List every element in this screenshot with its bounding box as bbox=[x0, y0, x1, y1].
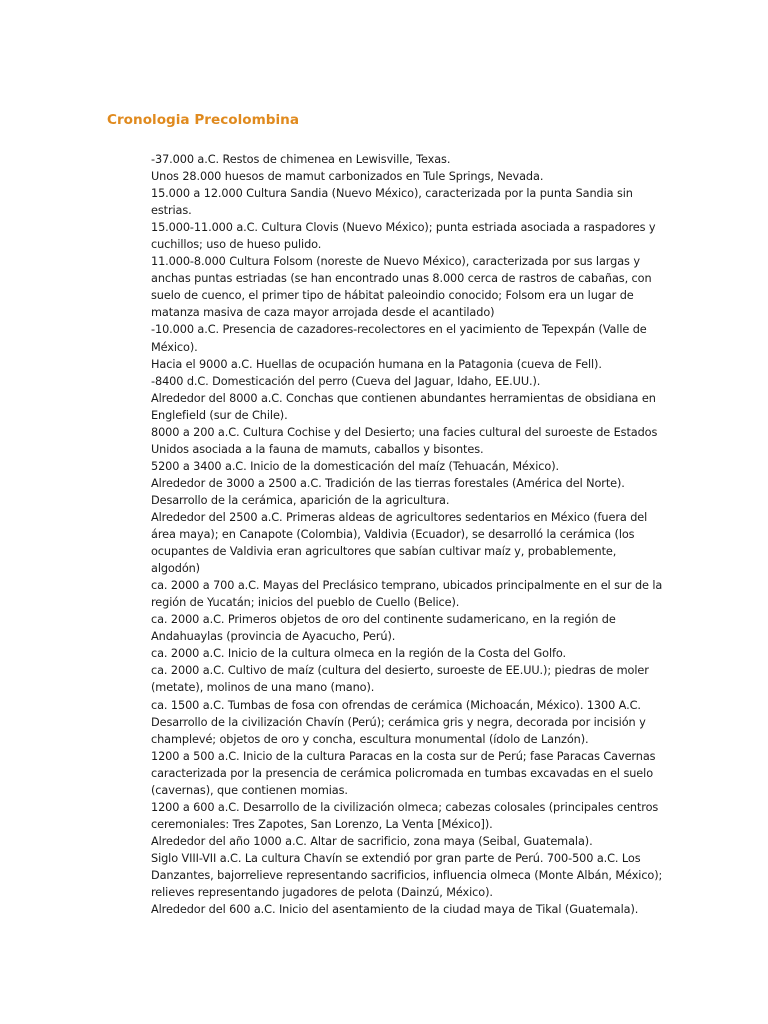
chronology-line: Danzantes, bajorrelieve representando sacrificios, influencia olmeca (Monte Albán, México); bbox=[151, 868, 663, 882]
chronology-line: Alrededor del 8000 a.C. Conchas que contienen abundantes herramientas de obsidiana en bbox=[151, 391, 656, 405]
chronology-line: Desarrollo de la cerámica, aparición de la agricultura. bbox=[151, 493, 450, 507]
document-title: Cronologia Precolombina bbox=[107, 112, 300, 128]
chronology-line: área maya); en Canapote (Colombia), Valdivia (Ecuador), se desarrolló la cerámica (los bbox=[151, 528, 635, 542]
chronology-line: 1200 a 500 a.C. Inicio de la cultura Paracas en la costa sur de Perú; fase Paracas Cavernas bbox=[151, 749, 656, 763]
chronology-line: 8000 a 200 a.C. Cultura Cochise y del Desierto; una facies cultural del suroeste de Estados bbox=[151, 425, 658, 439]
chronology-line: caracterizada por la presencia de cerámica policromada en tumbas excavadas en el suelo bbox=[151, 766, 653, 780]
chronology-line: Alrededor del año 1000 a.C. Altar de sacrificio, zona maya (Seibal, Guatemala). bbox=[151, 834, 593, 848]
chronology-line: ocupantes de Valdivia eran agricultores que sabían cultivar maíz y, probablemente, bbox=[151, 545, 617, 559]
chronology-line: México). bbox=[151, 340, 198, 354]
chronology-line: Siglo VIII-VII a.C. La cultura Chavín se extendió por gran parte de Perú. 700-500 a.C. Los bbox=[151, 851, 641, 865]
chronology-line: Unos 28.000 huesos de mamut carbonizados en Tule Springs, Nevada. bbox=[151, 170, 544, 184]
chronology-line: 1200 a 600 a.C. Desarrollo de la civilización olmeca; cabezas colosales (principales centros bbox=[151, 800, 659, 814]
chronology-line: 15.000 a 12.000 Cultura Sandia (Nuevo México), caracterizada por la punta Sandia sin bbox=[151, 187, 633, 201]
chronology-line: ca. 2000 a.C. Inicio de la cultura olmeca en la región de la Costa del Golfo. bbox=[151, 647, 566, 661]
chronology-line: 5200 a 3400 a.C. Inicio de la domesticación del maíz (Tehuacán, México). bbox=[151, 459, 559, 473]
chronology-line: 11.000-8.000 Cultura Folsom (noreste de Nuevo México), caracterizada por sus largas y bbox=[151, 255, 640, 269]
chronology-line: Andahuaylas (provincia de Ayacucho, Perú). bbox=[151, 630, 396, 644]
chronology-line: Englefield (sur de Chile). bbox=[151, 408, 288, 422]
chronology-line: (metate), molinos de una mano (mano). bbox=[151, 681, 375, 695]
chronology-line: ca. 2000 a.C. Cultivo de maíz (cultura del desierto, suroeste de EE.UU.); piedras de moler bbox=[151, 664, 649, 678]
chronology-line: -10.000 a.C. Presencia de cazadores-recolectores en el yacimiento de Tepexpán (Valle de bbox=[151, 323, 647, 337]
chronology-line: estrias. bbox=[151, 204, 192, 218]
chronology-line: ca. 2000 a.C. Primeros objetos de oro del continente sudamericano, en la región de bbox=[151, 613, 616, 627]
chronology-line: 15.000-11.000 a.C. Cultura Clovis (Nuevo México); punta estriada asociada a raspadores y bbox=[151, 221, 656, 235]
chronology-line: (cavernas), que contienen momias. bbox=[151, 783, 348, 797]
chronology-line: Unidos asociada a la fauna de mamuts, caballos y bisontes. bbox=[151, 442, 484, 456]
chronology-line: -8400 d.C. Domesticación del perro (Cueva del Jaguar, Idaho, EE.UU.). bbox=[151, 374, 541, 388]
chronology-line: Alrededor de 3000 a 2500 a.C. Tradición de las tierras forestales (América del Norte). bbox=[151, 476, 625, 490]
chronology-line: Hacia el 9000 a.C. Huellas de ocupación humana en la Patagonia (cueva de Fell). bbox=[151, 357, 602, 371]
chronology-line: suelo de cuenco, el primer tipo de hábitat paleoindio conocido; Folsom era un lugar de bbox=[151, 289, 634, 303]
chronology-line: región de Yucatán; inicios del pueblo de Cuello (Belice). bbox=[151, 596, 460, 610]
chronology-line: Desarrollo de la civilización Chavín (Perú); cerámica gris y negra, decorada por incisión y bbox=[151, 715, 646, 729]
chronology-line: algodón) bbox=[151, 562, 200, 576]
chronology-line: matanza masiva de caza mayor arrojada desde el acantilado) bbox=[151, 306, 495, 320]
chronology-line: ca. 2000 a 700 a.C. Mayas del Preclásico temprano, ubicados principalmente en el sur de la bbox=[151, 579, 663, 593]
chronology-line: champlevé; objetos de oro y concha, escultura monumental (ídolo de Lanzón). bbox=[151, 732, 589, 746]
chronology-line: cuchillos; uso de hueso pulido. bbox=[151, 238, 322, 252]
chronology-line: Alrededor del 2500 a.C. Primeras aldeas de agricultores sedentarios en México (fuera del bbox=[151, 510, 648, 524]
chronology-line: Alrededor del 600 a.C. Inicio del asentamiento de la ciudad maya de Tikal (Guatemala). bbox=[151, 903, 639, 917]
chronology-list bbox=[151, 151, 661, 918]
chronology-line: ceremoniales: Tres Zapotes, San Lorenzo, La Venta [México]). bbox=[151, 817, 493, 831]
chronology-line: ca. 1500 a.C. Tumbas de fosa con ofrendas de cerámica (Michoacán, México). 1300 A.C. bbox=[151, 698, 641, 712]
chronology-line: relieves representando jugadores de pelota (Dainzú, México). bbox=[151, 886, 493, 900]
chronology-line: anchas puntas estriadas (se han encontrado unas 8.000 cerca de rastros de cabañas, con bbox=[151, 272, 652, 286]
chronology-line: -37.000 a.C. Restos de chimenea en Lewisville, Texas. bbox=[151, 153, 451, 166]
